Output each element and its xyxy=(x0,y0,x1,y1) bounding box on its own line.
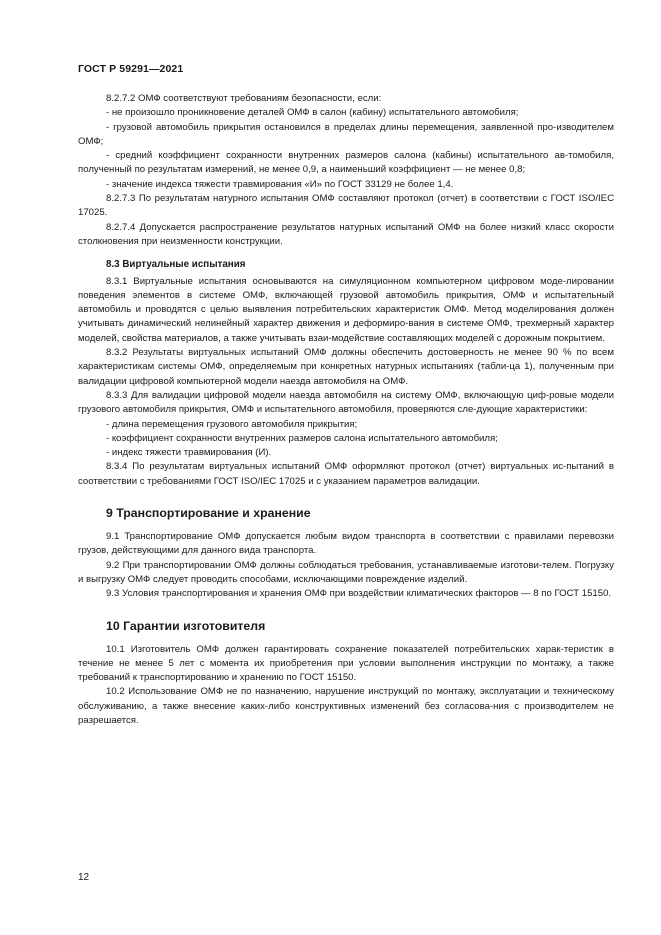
paragraph: 8.3.4 По результатам виртуальных испытаний ОМФ оформляют протокол (отчет) виртуальных ис-пытаний в соответствии с требованиями ГОСТ ISO/IEC 17025 и с указанием параметров валидации. xyxy=(78,461,614,487)
list-item: - длина перемещения грузового автомобиля прикрытия; xyxy=(106,418,358,430)
list-item: - значение индекса тяжести травмирования «И» по ГОСТ 33129 не более 1,4. xyxy=(106,178,454,190)
document-body xyxy=(78,92,614,728)
page-number: 12 xyxy=(78,872,90,883)
list-item: - грузовой автомобиль прикрытия остановился в пределах длины перемещения, заявленной про-изводителем ОМФ; xyxy=(78,121,614,147)
paragraph: 8.2.7.4 Допускается распространение результатов натурных испытаний ОМФ на более низкий класс скорости столкновения при неизменности конструкции. xyxy=(78,221,614,247)
paragraph: 8.3.3 Для валидации цифровой модели наезда автомобиля на систему ОМФ, включающую циф-ровые модели грузового автомобиля прикрытия, ОМФ и испытательного автомобиля, проверяются сле-дующие характеристики: xyxy=(78,389,614,416)
subsection-heading: 8.3 Виртуальные испытания xyxy=(106,259,246,271)
paragraph: 8.3.1 Виртуальные испытания основываются на симуляционном компьютерном цифровом моде-лировании поведения элементов в системе ОМФ, включающей грузовой автомобиль прикрытия, ОМФ и испытательный автомобиль и проводятся с целью выявления потребительских характеристик ОМФ. Метод моделирования должен учитывать динамический нелинейный характер движения и деформиро-вания в системе ОМФ, трехмерный характер моделей, свойства материалов, а также учитывать взаи-модействие составляющих моделей с дорожным покрытием. xyxy=(78,275,614,344)
paragraph: 8.3.2 Результаты виртуальных испытаний ОМФ должны обеспечить достоверность не менее 90 % по всем характеристикам системы ОМФ, определяемым при конкретных натурных испытаниях (табли-ца 1), полученным при валидации цифровой компьютерной модели наезда автомобиля на ОМФ. xyxy=(78,347,614,387)
paragraph: 10.2 Использование ОМФ не по назначению, нарушение инструкций по монтажу, эксплуатации и техническому обслуживанию, а также внесение каких-либо конструктивных изменений без согласова-ния с производителем не разрешается. xyxy=(78,686,614,726)
document-code: ГОСТ Р 59291—2021 xyxy=(78,63,184,75)
paragraph: 10.1 Изготовитель ОМФ должен гарантировать сохранение показателей потребительских харак-теристик в течение не менее 5 лет с момента их приобретения при условии выполнения инструкции по монтажу, а также требований к транспортированию и хранению по ГОСТ 15150. xyxy=(78,643,614,684)
section-heading: 10 Гарантии изготовителя xyxy=(106,618,266,633)
paragraph: 8.2.7.3 По результатам натурного испытания ОМФ составляют протокол (отчет) в соответствии с ГОСТ ISO/IEC 17025. xyxy=(78,193,614,219)
paragraph: 9.3 Условия транспортирования и хранения ОМФ при воздействии климатических факторов — 8 по ГОСТ 15150. xyxy=(106,588,612,600)
paragraph: 9.2 При транспортировании ОМФ должны соблюдаться требования, устанавливаемые изготови-телем. Погрузку и выгрузку ОМФ следует проводить способами, исключающими повреждение изделий. xyxy=(78,559,614,585)
paragraph: 9.1 Транспортирование ОМФ допускается любым видом транспорта в соответствии с правилами перевозки грузов, действующими для данного вида транспорта. xyxy=(78,531,614,557)
list-item: - индекс тяжести травмирования (И). xyxy=(106,447,272,459)
list-item: - средний коэффициент сохранности внутренних размеров салона (кабины) испытательного ав-томобиля, полученный по результатам измерений, не менее 0,9, а наименьший коэффициент — не менее 0,8; xyxy=(78,150,614,176)
list-item: - не произошло проникновение деталей ОМФ в салон (кабину) испытательного автомобиля; xyxy=(106,107,519,119)
paragraph: 8.2.7.2 ОМФ соответствуют требованиям безопасности, если: xyxy=(106,93,382,104)
section-heading: 9 Транспортирование и хранение xyxy=(106,506,311,521)
list-item: - коэффициент сохранности внутренних размеров салона испытательного автомобиля; xyxy=(106,432,498,444)
